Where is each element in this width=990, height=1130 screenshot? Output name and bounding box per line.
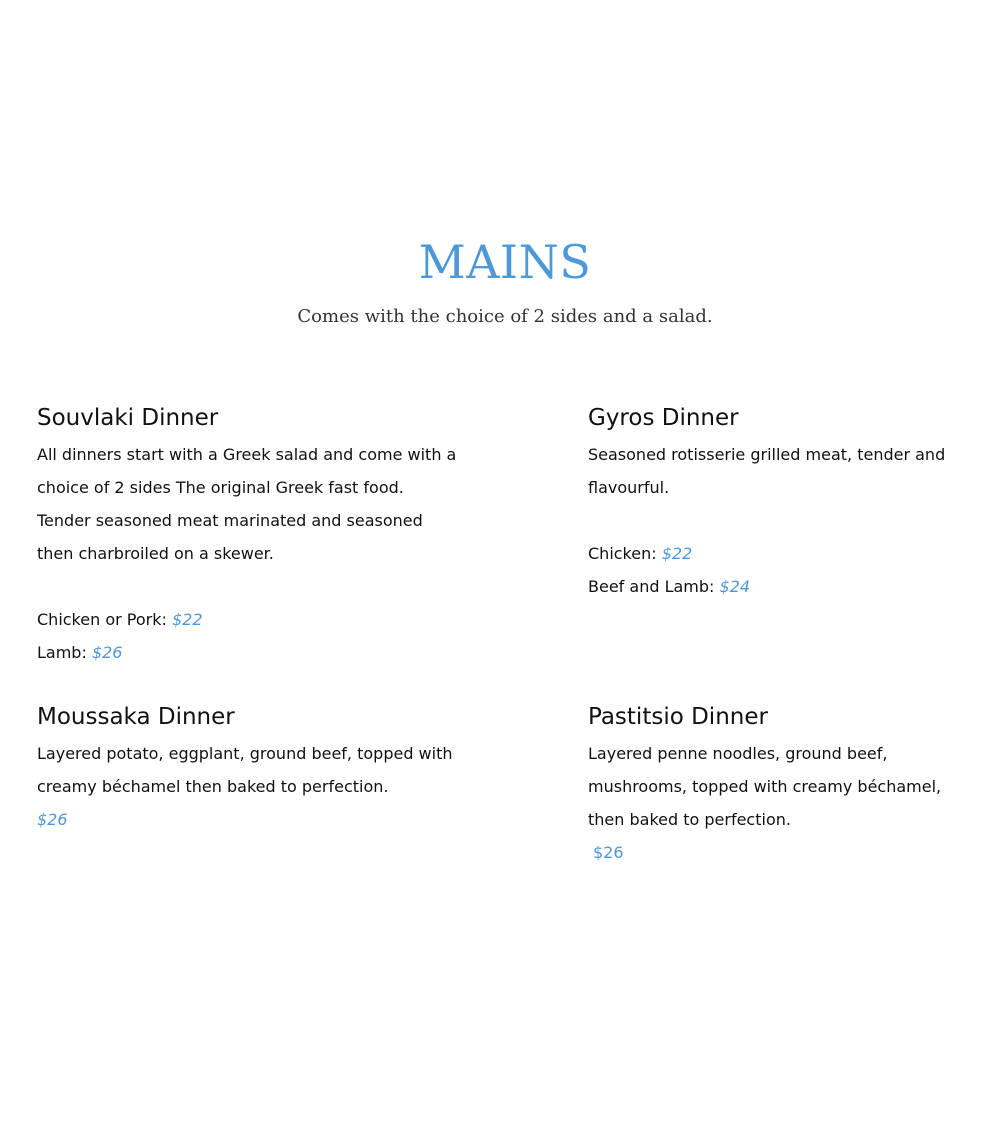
price-line: [588, 836, 973, 869]
price-line: [37, 603, 457, 636]
price-line: [588, 537, 958, 570]
section-subtitle: Comes with the choice of 2 sides and a salad.: [297, 306, 713, 327]
menu-item-moussaka: [37, 701, 457, 836]
price-line: [37, 636, 457, 669]
menu-section-header: [0, 232, 990, 331]
price: $26: [593, 843, 624, 862]
price: $22: [661, 544, 693, 563]
price-label: Chicken or Pork:: [37, 610, 172, 629]
price: $26: [91, 643, 123, 662]
spacer: [588, 504, 958, 537]
price-label: Chicken:: [588, 544, 662, 563]
spacer: [37, 570, 457, 603]
item-description: Seasoned rotisserie grilled meat, tender and flavourful.: [588, 445, 946, 497]
price: $24: [719, 577, 751, 596]
item-description: Layered penne noodles, ground beef, mushrooms, topped with creamy béchamel, then baked to perfection.: [588, 744, 942, 829]
item-name: Moussaka Dinner: [37, 704, 235, 730]
price-label: Lamb:: [37, 643, 92, 662]
item-name: Souvlaki Dinner: [37, 405, 219, 431]
item-name: Pastitsio Dinner: [588, 704, 768, 730]
menu-item-gyros: [588, 402, 958, 603]
menu-item-pastitsio: [588, 701, 973, 869]
price-label: Beef and Lamb:: [588, 577, 720, 596]
item-name: Gyros Dinner: [588, 405, 739, 431]
price: $22: [171, 610, 203, 629]
price-line: [37, 803, 457, 836]
item-description: All dinners start with a Greek salad and come with a choice of 2 sides The original Greek fast food. Tender seasoned meat marinated and seasoned then charbroiled on a skewer.: [37, 445, 457, 563]
price-line: [588, 570, 958, 603]
section-title: MAINS: [418, 235, 592, 289]
menu-item-souvlaki: [37, 402, 457, 669]
item-description: Layered potato, eggplant, ground beef, topped with creamy béchamel then baked to perfection.: [37, 744, 453, 796]
price: $26: [37, 810, 68, 829]
